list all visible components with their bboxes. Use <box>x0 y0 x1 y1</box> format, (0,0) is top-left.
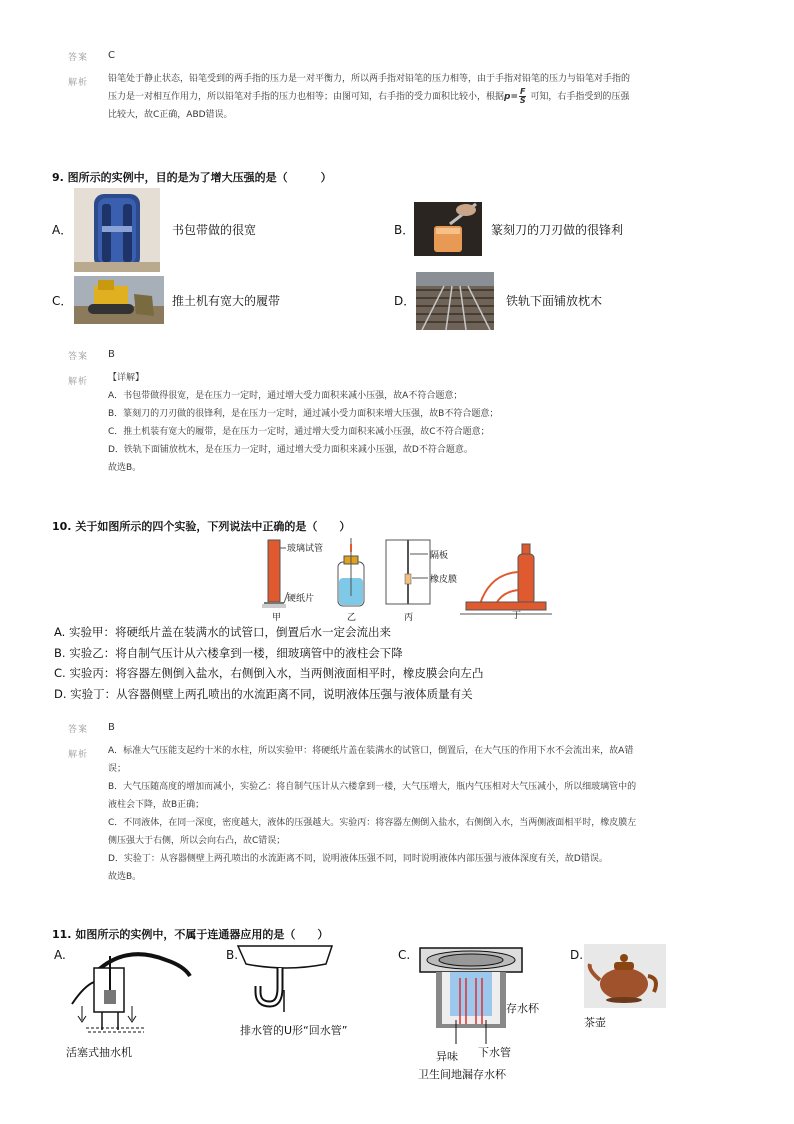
explain-line: C．推土机装有宽大的履带，是在压力一定时，通过增大受力面积来减小压强，故C不符合题意； <box>108 427 490 437</box>
caption-d: 茶壶 <box>584 1016 606 1029</box>
explanation <box>108 369 728 477</box>
explain-line: D．铁轨下面铺放枕木，是在压力一定时，通过增大受力面积来减小压强，故D不符合题意。 <box>108 445 473 455</box>
explain-line: 铅笔处于静止状态，铅笔受到的两手指的压力是一对平衡力，所以两手指对铅笔的压力相等，由于手指对铅笔的压力与铅笔对手指的 <box>108 74 631 84</box>
bulldozer-icon <box>74 276 164 324</box>
experiment-yi <box>338 538 364 606</box>
explain-line: A．标准大气压能支起约十米的水柱，所以实验甲：将硬纸片盖在装满水的试管口，倒置后，在大气压的作用下水不会流出来，故A错 <box>108 746 634 756</box>
option-label: D． <box>394 294 416 308</box>
label-card: 硬纸片 <box>287 594 315 604</box>
explain-line: 故选B。 <box>108 463 142 473</box>
statements <box>54 622 483 704</box>
bulldozer-photo <box>74 276 164 324</box>
answer-value: B <box>108 722 115 733</box>
explanation <box>108 742 724 886</box>
explain-line: 误； <box>108 764 127 774</box>
statement-c: C. 实验丙：将容器左侧倒入盐水，右侧倒入水，当两侧液面相平时，橡皮膜会向左凸 <box>54 666 484 680</box>
option-text: 篆刻刀的刀刃做的很锋利 <box>491 223 624 237</box>
caption-c-title: 卫生间地漏存水杯 <box>418 1068 506 1081</box>
option-text: 推土机有宽大的履带 <box>172 294 281 308</box>
explain-line: C．不同液体，在同一深度，密度越大，液体的压强越大。实验丙：将容器左侧倒入盐水，右侧倒入水，当两侧液面相平时，橡皮膜左 <box>108 818 637 828</box>
answer-tag: 答案 <box>68 725 89 735</box>
formula-eq: = <box>510 92 519 102</box>
answer-tag: 答案 <box>68 53 89 63</box>
label-membrane: 橡皮膜 <box>430 575 458 585</box>
railway-photo <box>416 272 494 330</box>
explain-tag: 解析 <box>68 377 89 387</box>
explain-line: 液柱会下降，故B正确； <box>108 800 205 810</box>
explain-line: 比较大，故C正确，ABD错误。 <box>108 110 233 120</box>
label-bing: 丙 <box>404 613 414 623</box>
u-trap-icon <box>236 942 336 1022</box>
explain-line-formula <box>108 88 728 106</box>
experiment-bing <box>386 540 430 604</box>
option-label-c: C. <box>398 948 411 962</box>
label-jia: 甲 <box>272 613 282 623</box>
label-glass-tube: 玻璃试管 <box>287 544 324 554</box>
caption-c-smell: 异味 <box>436 1050 458 1063</box>
answer-value: B <box>108 349 115 360</box>
explain-line: B．大气压随高度的增加而减小，实验乙：将自制气压计从六楼拿到一楼，大气压增大，瓶内气压相对大气压减小，所以细玻璃管中的 <box>108 782 637 792</box>
railway-icon <box>416 272 494 330</box>
formula-denominator: S <box>519 96 526 105</box>
explain-text: 可知，右手指受到的压强 <box>530 92 630 102</box>
floor-drain-icon <box>416 944 526 1044</box>
explain-line: A．书包带做得很宽，是在压力一定时，通过增大受力面积来减小压强，故A不符合题意； <box>108 391 463 401</box>
option-label-a: A. <box>54 948 66 962</box>
answer-tag: 答案 <box>68 352 89 362</box>
option-label-b: B. <box>226 948 239 962</box>
backpack-icon <box>74 188 160 272</box>
statement-a: A. 实验甲：将硬纸片盖在装满水的试管口，倒置后水一定会流出来 <box>54 625 391 639</box>
formula-fraction <box>519 88 526 105</box>
piston-pump-icon <box>66 946 196 1038</box>
explain-line: B．篆刻刀的刀刃做的很锋利，是在压力一定时，通过减小受力面积来增大压强，故B不符合题意； <box>108 409 499 419</box>
option-label-d: D. <box>570 948 584 962</box>
question-10: 10. 关于如图所示的四个实验，下列说法中正确的是（ ） <box>52 520 351 533</box>
explain-line: 故选B。 <box>108 872 142 882</box>
question-9: 9. 图所示的实例中，目的是为了增大压强的是（ ） <box>52 171 332 184</box>
label-yi: 乙 <box>347 613 357 623</box>
caption-c-pipe: 下水管 <box>478 1046 511 1059</box>
carving-icon <box>414 202 482 256</box>
label-ding: 丁 <box>512 611 522 621</box>
caption-a: 活塞式抽水机 <box>66 1046 132 1059</box>
carving-knife-photo <box>414 202 482 256</box>
option-label: A． <box>52 223 73 237</box>
option-text: 铁轨下面铺放枕木 <box>506 294 603 308</box>
option-text: 书包带做的很宽 <box>172 223 257 237</box>
formula-p: p <box>504 92 511 102</box>
experiment-jia <box>262 540 288 608</box>
statement-d: D. 实验丁：从容器侧壁上两孔喷出的水流距离不同，说明液体压强与液体质量有关 <box>54 686 473 701</box>
explain-line: 【详解】 <box>108 373 145 383</box>
question-11: 11. 如图所示的实例中，不属于连通器应用的是（ ） <box>52 928 329 941</box>
explain-tag: 解析 <box>68 78 89 88</box>
teapot-icon <box>584 944 666 1008</box>
caption-c-cup: 存水杯 <box>506 1002 539 1015</box>
explain-tag: 解析 <box>68 750 89 760</box>
experiment-ding <box>460 544 552 614</box>
explain-line: 侧压强大于右侧，所以会向右凸，故C错误； <box>108 836 286 846</box>
backpack-photo <box>74 188 160 272</box>
label-partition: 隔板 <box>430 551 449 561</box>
answer-value: C <box>108 50 115 61</box>
option-label: B． <box>394 223 415 237</box>
explain-text: 压力是一对相互作用力，所以铅笔对手指的压力也相等；由图可知，右手指的受力面积比较小，根据 <box>108 92 505 102</box>
statement-b: B. 实验乙：将自制气压计从六楼拿到一楼，细玻璃管中的液柱会下降 <box>54 645 403 660</box>
teapot-photo <box>584 944 666 1008</box>
explanation <box>108 70 728 124</box>
option-label: C． <box>52 294 73 308</box>
caption-b: 排水管的U形“回水管” <box>240 1024 348 1037</box>
formula-numerator: F <box>520 87 526 96</box>
explain-line: D．实验丁：从容器侧壁上两孔喷出的水流距离不同，说明液体压强不同，同时说明液体内部压强与液体深度有关，故D错误。 <box>108 854 608 864</box>
